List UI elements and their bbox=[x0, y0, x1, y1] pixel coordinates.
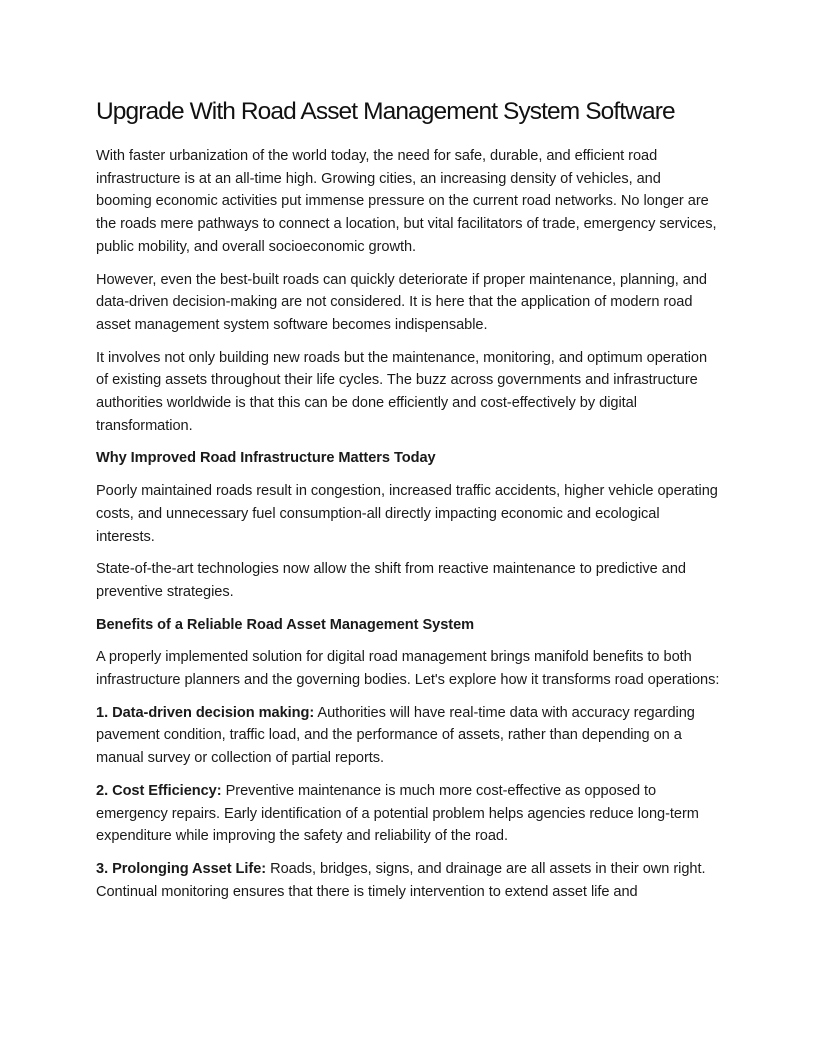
benefit-lead: 2. Cost Efficiency: bbox=[96, 782, 222, 799]
benefit-item-data-driven bbox=[96, 702, 720, 770]
page-title: Upgrade With Road Asset Management System Software bbox=[96, 98, 675, 125]
section1-paragraph-2: State-of-the-art technologies now allow the shift from reactive maintenance to predictive and preventive strategies. bbox=[96, 561, 686, 600]
benefit-text: Preventive maintenance is much more cost-effective as opposed to emergency repairs. Early identification of a potential problem helps agencies reduce long-term expenditure while improving the safety and reliability of the road. bbox=[96, 782, 699, 845]
benefit-lead: 1. Data-driven decision making: bbox=[96, 704, 315, 721]
benefit-text: Authorities will have real-time data with accuracy regarding pavement condition, traffic load, and the performance of assets, rather than depending on a manual survey or collection of partial reports. bbox=[96, 704, 695, 767]
benefit-lead: 3. Prolonging Asset Life: bbox=[96, 860, 267, 877]
section2-intro-paragraph: A properly implemented solution for digital road management brings manifold benefits to both infrastructure planners and the governing bodies. Let's explore how it transforms road operations: bbox=[96, 649, 720, 689]
section-heading-why-infrastructure: Why Improved Road Infrastructure Matters Today bbox=[96, 450, 436, 467]
section1-paragraph-1: Poorly maintained roads result in congestion, increased traffic accidents, higher vehicle operating costs, and unnecessary fuel consumption-all directly impacting economic and ecological interests. bbox=[96, 483, 718, 545]
section-heading-benefits: Benefits of a Reliable Road Asset Management System bbox=[96, 616, 475, 633]
intro-paragraph-3: It involves not only building new roads but the maintenance, monitoring, and optimum operation of existing assets throughout their life cycles. The buzz across governments and infrastructure authorities worldwide is that this can be done efficiently and cost-effectively by digital transformation. bbox=[96, 349, 708, 434]
intro-paragraph-1: With faster urbanization of the world today, the need for safe, durable, and efficient road infrastructure is at an all-time high. Growing cities, an increasing density of vehicles, and booming economic activities put immense pressure on the current road networks. No longer are the roads mere pathways to connect a location, but vital facilitators of trade, emergency services, public mobility, and overall socioeconomic growth. bbox=[96, 148, 717, 255]
intro-paragraph-2: However, even the best-built roads can quickly deteriorate if proper maintenance, planning, and data-driven decision-making are not considered. It is here that the application of modern road asset management system software becomes indispensable. bbox=[96, 271, 707, 333]
benefit-item-asset-life bbox=[96, 858, 720, 903]
document-page bbox=[96, 96, 720, 913]
benefit-item-cost-efficiency bbox=[96, 780, 720, 848]
benefit-text: Roads, bridges, signs, and drainage are all assets in their own right. Continual monitoring ensures that there is timely intervention to extend asset life and bbox=[96, 860, 706, 900]
